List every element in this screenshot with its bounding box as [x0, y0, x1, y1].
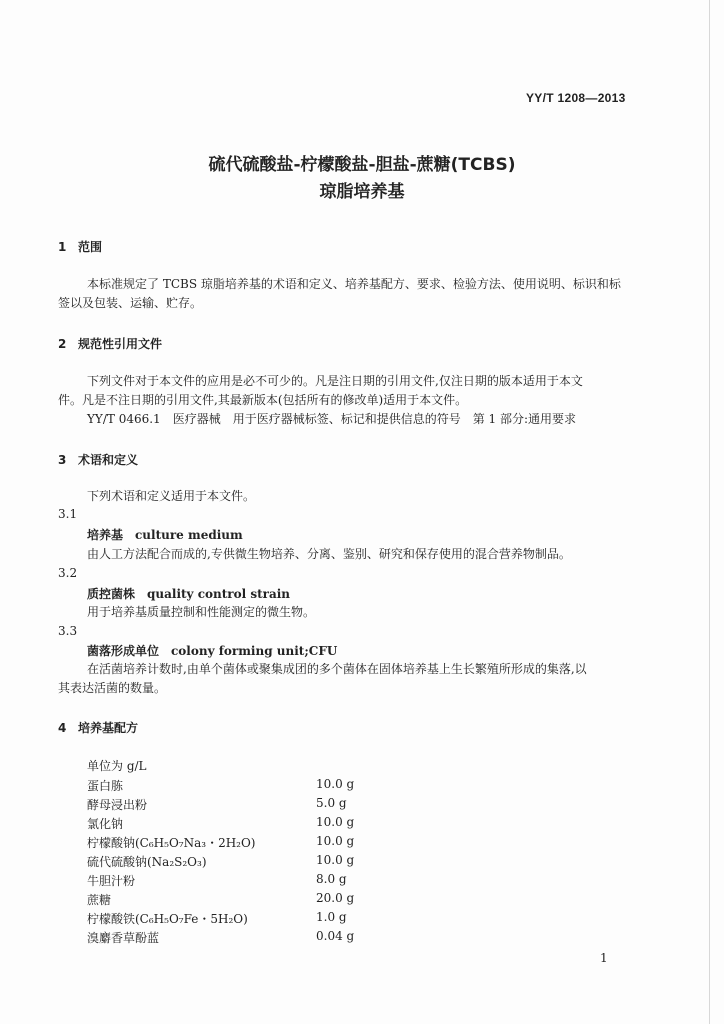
term-number: 3.3: [58, 624, 78, 638]
section-number: 2: [58, 337, 67, 351]
page-number: 1: [600, 951, 608, 965]
term-name: 菌落形成单位 colony forming unit;CFU: [87, 644, 338, 658]
term-name: 培养基 culture medium: [87, 528, 243, 542]
normative-reference: YY/T 0466.1 医疗器械 用于医疗器械标签、标记和提供信息的符号 第 1 部分:通用要求: [87, 412, 577, 426]
section-2-heading: [58, 335, 162, 352]
section-1-heading: [58, 238, 102, 255]
section-3-intro: 下列术语和定义适用于本文件。: [87, 489, 256, 503]
section-number: 4: [58, 721, 67, 735]
document-title-line-2: 琼脂培养基: [319, 182, 405, 202]
section-title: 范围: [78, 240, 103, 254]
ingredient-name: 硫代硫酸钠(Na₂S₂O₃): [87, 855, 207, 869]
ingredient-name: 蛋白胨: [87, 779, 124, 793]
ingredient-amount: 5.0 g: [316, 796, 347, 810]
section-2-para-line-2: 件。凡是不注日期的引用文件,其最新版本(包括所有的修改单)适用于本文件。: [58, 393, 468, 407]
ingredient-name: 牛胆汁粉: [87, 874, 136, 888]
ingredient-amount: 10.0 g: [316, 777, 355, 791]
term-name: 质控菌株 quality control strain: [87, 587, 291, 601]
ingredient-name: 溴麝香草酚蓝: [87, 931, 160, 945]
term-definition: 用于培养基质量控制和性能测定的微生物。: [87, 605, 316, 619]
unit-note: 单位为 g/L: [87, 759, 147, 773]
document-title-line-1: 硫代硫酸盐-柠檬酸盐-胆盐-蔗糖(TCBS): [208, 155, 516, 175]
section-number: 1: [58, 240, 67, 254]
ingredient-name: 柠檬酸钠(C₆H₅O₇Na₃・2H₂O): [87, 836, 256, 850]
ingredient-name: 蔗糖: [87, 893, 112, 907]
standard-code: YY/T 1208—2013: [526, 91, 626, 105]
ingredient-name: 酵母浸出粉: [87, 798, 148, 812]
section-1-para-line-1: 本标准规定了 TCBS 琼脂培养基的术语和定义、培养基配方、要求、检验方法、使用说明、标识和标: [87, 277, 621, 291]
ingredient-name: 柠檬酸铁(C₆H₅O₇Fe・5H₂O): [87, 912, 248, 926]
section-title: 术语和定义: [78, 453, 139, 467]
ingredient-name: 氯化钠: [87, 817, 124, 831]
term-definition-line-2: 其表达活菌的数量。: [58, 681, 167, 695]
section-4-heading: [58, 719, 138, 736]
section-title: 培养基配方: [78, 721, 139, 735]
section-2-para-line-1: 下列文件对于本文件的应用是必不可少的。凡是注日期的引用文件,仅注日期的版本适用于本文: [87, 374, 583, 388]
ingredient-amount: 10.0 g: [316, 815, 355, 829]
ingredient-amount: 20.0 g: [316, 891, 355, 905]
ingredient-amount: 8.0 g: [316, 872, 347, 886]
ingredient-amount: 0.04 g: [316, 929, 355, 943]
section-1-para-line-2: 签以及包装、运输、贮存。: [58, 296, 203, 310]
ingredient-amount: 10.0 g: [316, 834, 355, 848]
term-number: 3.1: [58, 507, 78, 521]
term-number: 3.2: [58, 566, 78, 580]
ingredient-amount: 10.0 g: [316, 853, 355, 867]
term-definition-line-1: 在活菌培养计数时,由单个菌体或聚集成团的多个菌体在固体培养基上生长繁殖所形成的集落,以: [87, 662, 587, 676]
ingredient-amount: 1.0 g: [316, 910, 347, 924]
section-number: 3: [58, 453, 67, 467]
section-3-heading: [58, 451, 138, 468]
section-title: 规范性引用文件: [78, 337, 163, 351]
term-definition: 由人工方法配合而成的,专供微生物培养、分离、鉴别、研究和保存使用的混合营养物制品。: [87, 547, 571, 561]
